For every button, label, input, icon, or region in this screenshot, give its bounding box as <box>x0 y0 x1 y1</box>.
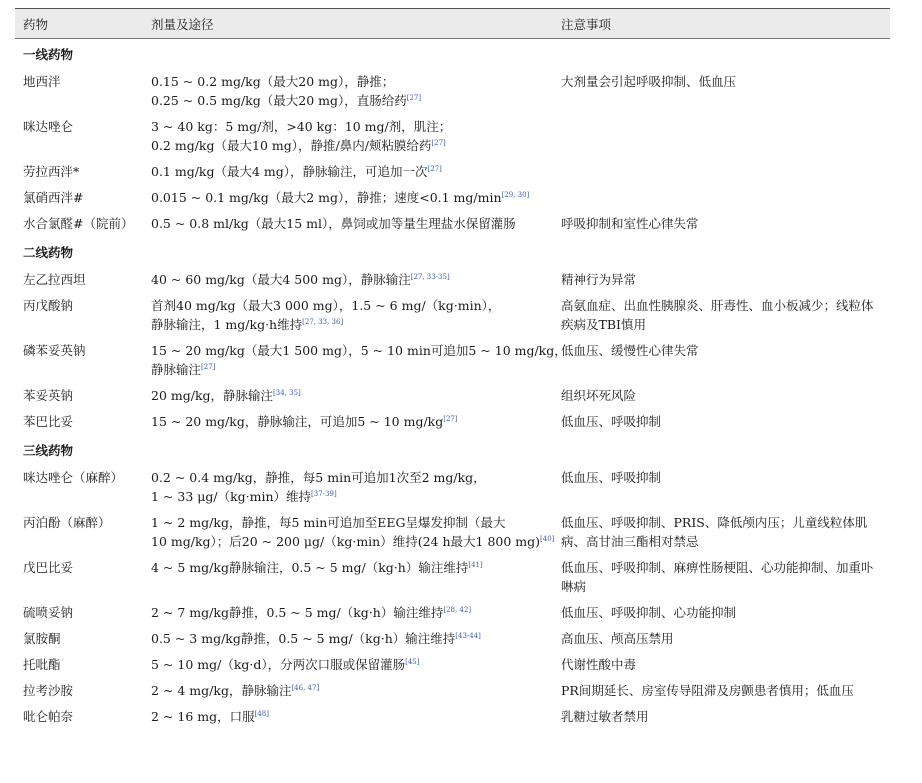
table-row <box>15 383 890 409</box>
notes-cell: 高氨血症、出血性胰腺炎、肝毒性、血小板减少；线粒体疾病及TBI慎用 <box>561 298 874 332</box>
table-row <box>15 293 890 338</box>
table-row <box>15 185 890 211</box>
dose-line <box>151 91 545 110</box>
table-row <box>15 704 890 730</box>
drug-table <box>15 8 890 730</box>
dose-cell <box>143 465 553 510</box>
dose-line <box>151 270 545 289</box>
dose-cell <box>143 211 553 237</box>
table-row <box>15 652 890 678</box>
notes-cell: 低血压、呼吸抑制 <box>561 470 662 485</box>
notes-cell: 低血压、缓慢性心律失常 <box>561 343 699 358</box>
dose-cell <box>143 652 553 678</box>
section-title: 一线药物 <box>23 47 74 62</box>
drug-name: 吡仑帕奈 <box>23 709 74 724</box>
drug-name: 水合氯醛#（院前） <box>23 216 134 231</box>
citation-ref[interactable]: [34, 35] <box>273 388 301 397</box>
dose-line <box>151 532 555 551</box>
dose-line <box>151 341 567 360</box>
notes-cell: 精神行为异常 <box>561 272 637 287</box>
dose-line <box>151 136 545 155</box>
dose-text: 0.2 mg/kg（最大10 mg），静推/鼻内/颊粘膜给药 <box>151 138 432 153</box>
dose-line <box>151 487 545 506</box>
dose-text: 2 ~ 7 mg/kg静推，0.5 ~ 5 mg/（kg·h）输注维持 <box>151 605 444 620</box>
dose-cell <box>143 626 553 652</box>
dose-text: 静脉输注 <box>151 362 202 377</box>
citation-ref[interactable]: [43-44] <box>455 631 481 640</box>
table-row <box>15 678 890 704</box>
citation-ref[interactable]: [27, 33-35] <box>410 272 450 281</box>
notes-cell: 呼吸抑制和室性心律失常 <box>561 216 699 231</box>
dose-text: 2 ~ 4 mg/kg，静脉输注 <box>151 683 292 698</box>
notes-cell: 大剂量会引起呼吸抑制、低血压 <box>561 74 737 89</box>
section-row <box>15 435 890 465</box>
dose-cell <box>143 185 553 211</box>
header-drug: 药物 <box>15 9 143 39</box>
drug-name: 丙戊酸钠 <box>23 298 74 313</box>
dose-cell <box>143 267 553 293</box>
table-row <box>15 69 890 114</box>
dose-text: 静脉输注，1 mg/kg·h维持 <box>151 317 303 332</box>
notes-cell: PR间期延长、房室传导阻滞及房颤患者慎用；低血压 <box>561 683 854 698</box>
dose-cell <box>143 159 553 185</box>
drug-name: 苯妥英钠 <box>23 388 74 403</box>
dose-line <box>151 513 545 532</box>
dose-cell <box>143 678 553 704</box>
table-row <box>15 338 890 383</box>
dose-cell <box>143 338 567 383</box>
header-notes: 注意事项 <box>553 9 890 39</box>
citation-ref[interactable]: [27] <box>201 362 216 371</box>
dose-cell <box>143 114 553 159</box>
dose-text: 0.5 ~ 0.8 ml/kg（最大15 ml），鼻饲或加等量生理盐水保留灌肠 <box>151 216 516 231</box>
citation-ref[interactable]: [48] <box>254 709 269 718</box>
table-row <box>15 600 890 626</box>
drug-name: 咪达唑仑（麻醉） <box>23 470 124 485</box>
dose-line <box>151 315 545 334</box>
dose-text: 1 ~ 33 μg/（kg·min）维持 <box>151 489 312 504</box>
dose-text: 0.5 ~ 3 mg/kg静推，0.5 ~ 5 mg/（kg·h）输注维持 <box>151 631 456 646</box>
dose-cell <box>143 555 553 600</box>
drug-name: 丙泊酚（麻醉） <box>23 515 111 530</box>
section-title: 三线药物 <box>23 443 74 458</box>
header-dose-route: 剂量及途径 <box>143 9 553 39</box>
dose-line <box>151 603 545 622</box>
dose-cell <box>143 510 553 555</box>
dose-text: 5 ~ 10 mg/（kg·d），分两次口服或保留灌肠 <box>151 657 406 672</box>
table-row <box>15 626 890 652</box>
dose-line <box>151 655 545 674</box>
table-body <box>15 39 890 731</box>
drug-name: 磷苯妥英钠 <box>23 343 86 358</box>
notes-cell: 高血压、颅高压禁用 <box>561 631 674 646</box>
table-row <box>15 409 890 435</box>
dose-text: 40 ~ 60 mg/kg（最大4 500 mg），静脉输注 <box>151 272 411 287</box>
dose-text: 15 ~ 20 mg/kg，静脉输注，可追加5 ~ 10 mg/kg <box>151 414 444 429</box>
dose-line <box>151 386 545 405</box>
dose-line <box>151 188 545 207</box>
table-row <box>15 159 890 185</box>
dose-text: 0.1 mg/kg（最大4 mg），静脉输注，可追加一次 <box>151 164 428 179</box>
dose-text: 20 mg/kg，静脉输注 <box>151 388 274 403</box>
dose-cell <box>143 704 553 730</box>
dose-line <box>151 558 545 577</box>
dose-line <box>151 681 545 700</box>
dose-cell <box>143 293 553 338</box>
dose-text: 首剂40 mg/kg（最大3 000 mg），1.5 ~ 6 mg/（kg·min）， <box>151 298 501 313</box>
section-row <box>15 39 890 70</box>
table-row <box>15 555 890 600</box>
table-row <box>15 510 890 555</box>
drug-name: 劳拉西泮* <box>23 164 80 179</box>
section-row <box>15 237 890 267</box>
citation-ref[interactable]: [46, 47] <box>291 683 320 692</box>
dose-text: 0.25 ~ 0.5 mg/kg（最大20 mg），直肠给药 <box>151 93 407 108</box>
dose-text: 10 mg/kg）；后20 ~ 200 μg/（kg·min）维持(24 h最大1 800 mg) <box>151 534 541 549</box>
citation-ref[interactable]: [29, 30] <box>501 190 530 199</box>
dose-line <box>151 360 545 379</box>
dose-text: 1 ~ 2 mg/kg，静推，每5 min可追加至EEG呈爆发抑制（最大 <box>151 515 506 530</box>
table-row <box>15 267 890 293</box>
notes-cell <box>553 114 890 159</box>
citation-ref[interactable]: [40] <box>540 534 555 543</box>
drug-name: 地西泮 <box>23 74 61 89</box>
dose-line <box>151 162 545 181</box>
drug-name: 苯巴比妥 <box>23 414 74 429</box>
table-row <box>15 465 890 510</box>
dose-cell <box>143 69 553 114</box>
notes-cell: 低血压、呼吸抑制、心功能抑制 <box>561 605 737 620</box>
dose-line <box>151 117 545 136</box>
citation-ref[interactable]: [28, 42] <box>443 605 472 614</box>
drug-name: 左乙拉西坦 <box>23 272 86 287</box>
dose-line <box>151 214 545 233</box>
dose-cell <box>143 383 553 409</box>
citation-ref[interactable]: [45] <box>405 657 420 666</box>
citation-ref[interactable]: [27] <box>406 93 422 102</box>
dose-line <box>151 72 545 91</box>
drug-name: 托吡酯 <box>23 657 61 672</box>
citation-ref[interactable]: [27, 33, 36] <box>302 317 344 326</box>
citation-ref[interactable]: [37-39] <box>311 489 337 498</box>
drug-name: 氯胺酮 <box>23 631 61 646</box>
drug-name: 硫喷妥钠 <box>23 605 74 620</box>
dose-line <box>151 296 545 315</box>
citation-ref[interactable]: [27] <box>431 138 446 147</box>
notes-cell: 组织坏死风险 <box>561 388 637 403</box>
dose-cell <box>143 600 553 626</box>
table-row <box>15 211 890 237</box>
notes-cell <box>553 159 890 185</box>
dose-text: 3 ~ 40 kg：5 mg/剂，>40 kg：10 mg/剂，肌注； <box>151 119 452 134</box>
dose-text: 0.15 ~ 0.2 mg/kg（最大20 mg），静推； <box>151 74 395 89</box>
dose-text: 2 ~ 16 mg，口服 <box>151 709 255 724</box>
notes-cell: 低血压、呼吸抑制 <box>561 414 662 429</box>
dose-text: 4 ~ 5 mg/kg静脉输注，0.5 ~ 5 mg/（kg·h）输注维持 <box>151 560 469 575</box>
dose-cell <box>143 409 553 435</box>
dose-text: 15 ~ 20 mg/kg（最大1 500 mg），5 ~ 10 min可追加5 ~ 10 mg/kg， <box>151 343 567 358</box>
table-row <box>15 114 890 159</box>
notes-cell <box>553 185 890 211</box>
section-title: 二线药物 <box>23 245 74 260</box>
dose-line <box>151 629 545 648</box>
notes-cell: 低血压、呼吸抑制、PRIS、降低颅内压；儿童线粒体肌病、高甘油三酯相对禁忌 <box>561 515 868 549</box>
dose-text: 0.015 ~ 0.1 mg/kg（最大2 mg），静推；速度<0.1 mg/min <box>151 190 502 205</box>
citation-ref[interactable]: [27] <box>443 414 458 423</box>
drug-name: 拉考沙胺 <box>23 683 74 698</box>
drug-name: 咪达唑仑 <box>23 119 74 134</box>
notes-cell: 乳糖过敏者禁用 <box>561 709 649 724</box>
notes-cell: 代谢性酸中毒 <box>561 657 637 672</box>
dose-line <box>151 468 545 487</box>
dose-text: 0.2 ~ 0.4 mg/kg，静推，每5 min可追加1次至2 mg/kg， <box>151 470 486 485</box>
citation-ref[interactable]: [27] <box>427 164 442 173</box>
citation-ref[interactable]: [41] <box>468 560 483 569</box>
notes-cell: 低血压、呼吸抑制、麻痹性肠梗阻、心功能抑制、加重卟啉病 <box>561 560 874 594</box>
dose-line <box>151 707 545 726</box>
table-header <box>15 9 890 39</box>
drug-name: 戊巴比妥 <box>23 560 74 575</box>
dose-line <box>151 412 545 431</box>
drug-name: 氯硝西泮# <box>23 190 84 205</box>
